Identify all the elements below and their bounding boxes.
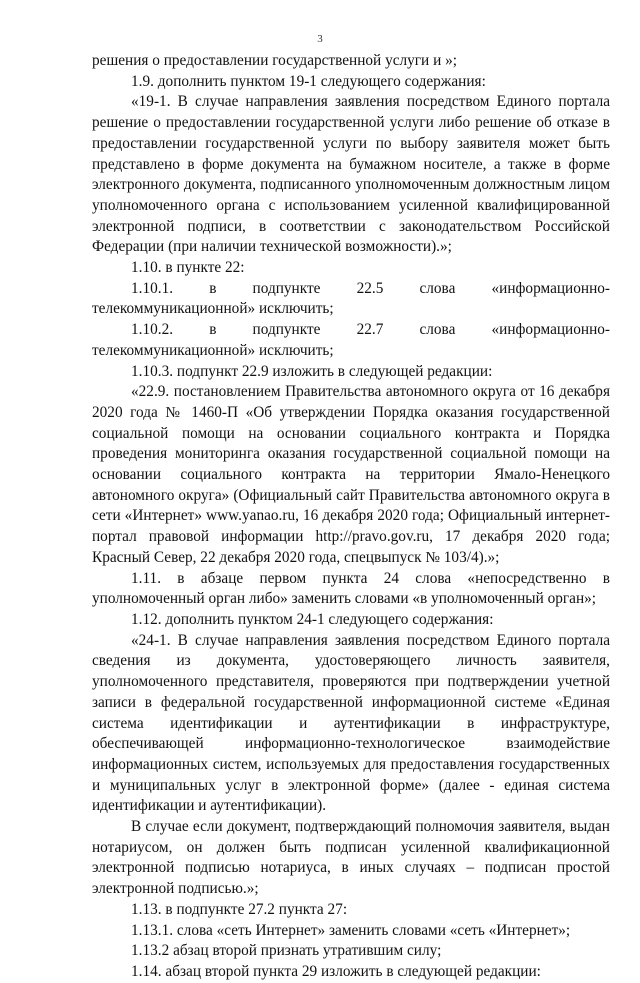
document-body (92, 51, 610, 983)
paragraph: «24-1. В случае направления заявления посредством Единого портала сведения из документа, удостоверяющего личность заявителя, уполномоченного представителя, проверяются при подтверждении учетной записи в федеральной государственной информационной системе «Единая система идентификации и аутентификации в инфраструктуре, обеспечивающей информационно-технологическое взаимодействие информационных систем, используемых для предоставления государственных и муниципальных услуг в электронной форме» (далее - единая система идентификации и аутентификации). (92, 631, 610, 815)
paragraph: решения о предоставлении государственной услуги и »; (92, 52, 457, 69)
paragraph: «22.9. постановлением Правительства автономного округа от 16 декабря 2020 года № 1460-П «Об утверждении Порядка оказания государственной социальной помощи на основании социального контракта и Порядка проведения мониторинга оказания государственной социальной помощи на основании социального контракта на территории Ямало-Ненецкого автономного округа» (Официальный сайт Правительства автономного округа в сети «Интернет» www.yanao.ru, 16 декабря 2020 года; Официальный интернет-портал правовой информации http://pravo.gov.ru, 17 декабря 2020 года; Красный Север, 22 декабря 2020 года, спецвыпуск № 103/4).»; (92, 383, 610, 566)
page-number: 3 (317, 33, 323, 45)
paragraph: 1.10. в пункте 22: (131, 259, 245, 277)
paragraph: 1.11. в абзаце первом пункта 24 слова «непосредственно в уполномоченный орган либо» заменить словами «в уполномоченный орган»; (92, 569, 610, 608)
paragraph: 1.10.3. подпункт 22.9 изложить в следующей редакции: (131, 362, 493, 380)
paragraph: 1.12. дополнить пунктом 24-1 следующего содержания: (131, 610, 494, 628)
paragraph: 1.13.2 абзац второй признать утратившим силу; (131, 942, 442, 960)
paragraph: 1.10.1. в подпункте 22.5 слова «информационно-телекоммуникационной» исключить; (92, 279, 610, 318)
paragraph: 1.13.1. слова «сеть Интернет» заменить словами «сеть «Интернет»; (131, 921, 571, 939)
paragraph: 1.10.2. в подпункте 22.7 слова «информационно-телекоммуникационной» исключить; (92, 321, 610, 359)
paragraph: 1.9. дополнить пунктом 19-1 следующего содержания: (131, 72, 486, 90)
paragraph: «19-1. В случае направления заявления посредством Единого портала решение о предоставлении государственной услуги либо решение об отказе в предоставлении государственной услуги по выбору заявителя может быть представлено в форме документа на бумажном носителе, а также в форме электронного документа, подписанного уполномоченным должностным лицом уполномоченного органа с использованием усиленной квалифицированной электронной подписи, в соответствии с законодательством Российской Федерации (при наличии технической возможности).»; (92, 93, 610, 256)
paragraph: 1.14. абзац второй пункта 29 изложить в следующей редакции: (131, 962, 541, 980)
paragraph: В случае если документ, подтверждающий полномочия заявителя, выдан нотариусом, он должен быть подписан усиленной квалификационной электронной подписью нотариуса, в иных случаях – подписан простой электронной подписью.»; (92, 818, 610, 898)
paragraph: 1.13. в подпункте 27.2 пункта 27: (131, 900, 348, 918)
